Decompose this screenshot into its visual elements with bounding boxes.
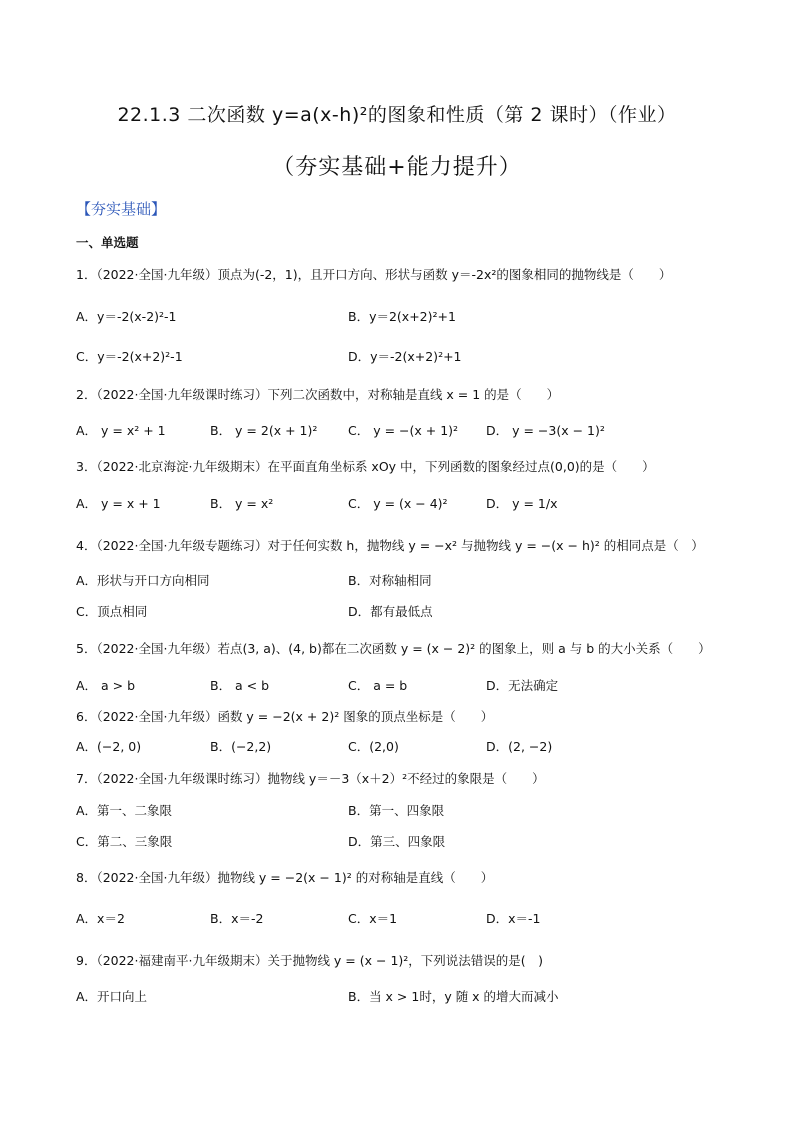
- question-7-option-d: D．第三、四象限: [348, 834, 446, 849]
- question-8-option-d: D．x＝-1: [486, 911, 541, 926]
- question-4-option-d: D．都有最低点: [348, 604, 433, 619]
- question-9-stem: 9．（2022·福建南平·九年级期末）关于抛物线 y = (x − 1)²，下列说法错误的是( ): [76, 953, 544, 968]
- question-4-option-a: A．形状与开口方向相同: [76, 573, 210, 588]
- question-3-option-b: B． y = x²: [210, 496, 274, 511]
- question-6-stem: 6．（2022·全国·九年级）函数 y = −2(x + 2)² 图象的顶点坐标是（ ）: [76, 709, 494, 724]
- question-3-option-d: D． y = 1/x: [486, 496, 558, 511]
- subsection-heading: 一、单选题: [76, 235, 139, 250]
- question-4-stem: 4．（2022·全国·九年级专题练习）对于任何实数 h，抛物线 y = −x² 与抛物线 y = −(x − h)² 的相同点是（ ）: [76, 538, 704, 553]
- question-9-option-b: B．当 x > 1时，y 随 x 的增大而减小: [348, 989, 559, 1004]
- question-3-option-a: A． y = x + 1: [76, 496, 161, 511]
- question-3-option-c: C． y = (x − 4)²: [348, 496, 448, 511]
- question-5-option-c: C． a = b: [348, 678, 408, 693]
- section-heading: 【夯实基础】: [76, 200, 167, 218]
- question-3-stem: 3．（2022·北京海淀·九年级期末）在平面直角坐标系 xOy 中，下列函数的图象经过点(0,0)的是（ ）: [76, 459, 655, 474]
- question-8-option-c: C．x＝1: [348, 911, 398, 926]
- question-7-option-c: C．第二、三象限: [76, 834, 173, 849]
- question-4-option-c: C．顶点相同: [76, 604, 148, 619]
- question-2-stem: 2．（2022·全国·九年级课时练习）下列二次函数中，对称轴是直线 x = 1 的是（ ）: [76, 387, 560, 402]
- question-7-option-b: B．第一、四象限: [348, 803, 445, 818]
- question-2-option-a: A． y = x² + 1: [76, 423, 166, 438]
- question-6-option-a: A．(−2, 0): [76, 739, 142, 754]
- question-5-option-b: B． a < b: [210, 678, 270, 693]
- question-2-option-d: D． y = −3(x − 1)²: [486, 423, 605, 438]
- document-title: 22.1.3 二次函数 y=a(x-h)²的图象和性质（第 2 课时）（作业）: [117, 104, 677, 126]
- question-5-option-a: A． a > b: [76, 678, 136, 693]
- question-1-option-c: C．y＝-2(x+2)²-1: [76, 349, 183, 364]
- question-8-option-b: B．x＝-2: [210, 911, 264, 926]
- document-subtitle: （夯实基础+能力提升）: [272, 155, 522, 180]
- question-5-option-d: D．无法确定: [486, 678, 559, 693]
- question-1-option-b: B．y＝2(x+2)²+1: [348, 309, 456, 324]
- question-1-option-d: D．y＝-2(x+2)²+1: [348, 349, 462, 364]
- question-6-option-b: B．(−2,2): [210, 739, 272, 754]
- question-1-option-a: A．y＝-2(x-2)²-1: [76, 309, 177, 324]
- question-6-option-c: C．(2,0): [348, 739, 399, 754]
- question-2-option-b: B． y = 2(x + 1)²: [210, 423, 318, 438]
- question-7-stem: 7．（2022·全国·九年级课时练习）抛物线 y＝－3（x＋2）²不经过的象限是（ ）: [76, 771, 545, 786]
- question-1-stem: 1．（2022·全国·九年级）顶点为(-2，1)，且开口方向、形状与函数 y＝-2x²的图象相同的抛物线是（ ）: [76, 267, 672, 282]
- question-9-option-a: A．开口向上: [76, 989, 148, 1004]
- question-5-stem: 5．（2022·全国·九年级）若点(3, a)、(4, b)都在二次函数 y = (x − 2)² 的图象上，则 a 与 b 的大小关系（ ）: [76, 641, 711, 656]
- question-2-option-c: C． y = −(x + 1)²: [348, 423, 459, 438]
- question-6-option-d: D．(2, −2): [486, 739, 553, 754]
- question-4-option-b: B．对称轴相同: [348, 573, 432, 588]
- question-7-option-a: A．第一、二象限: [76, 803, 173, 818]
- question-8-option-a: A．x＝2: [76, 911, 125, 926]
- question-8-stem: 8．（2022·全国·九年级）抛物线 y = −2(x − 1)² 的对称轴是直线（ ）: [76, 870, 494, 885]
